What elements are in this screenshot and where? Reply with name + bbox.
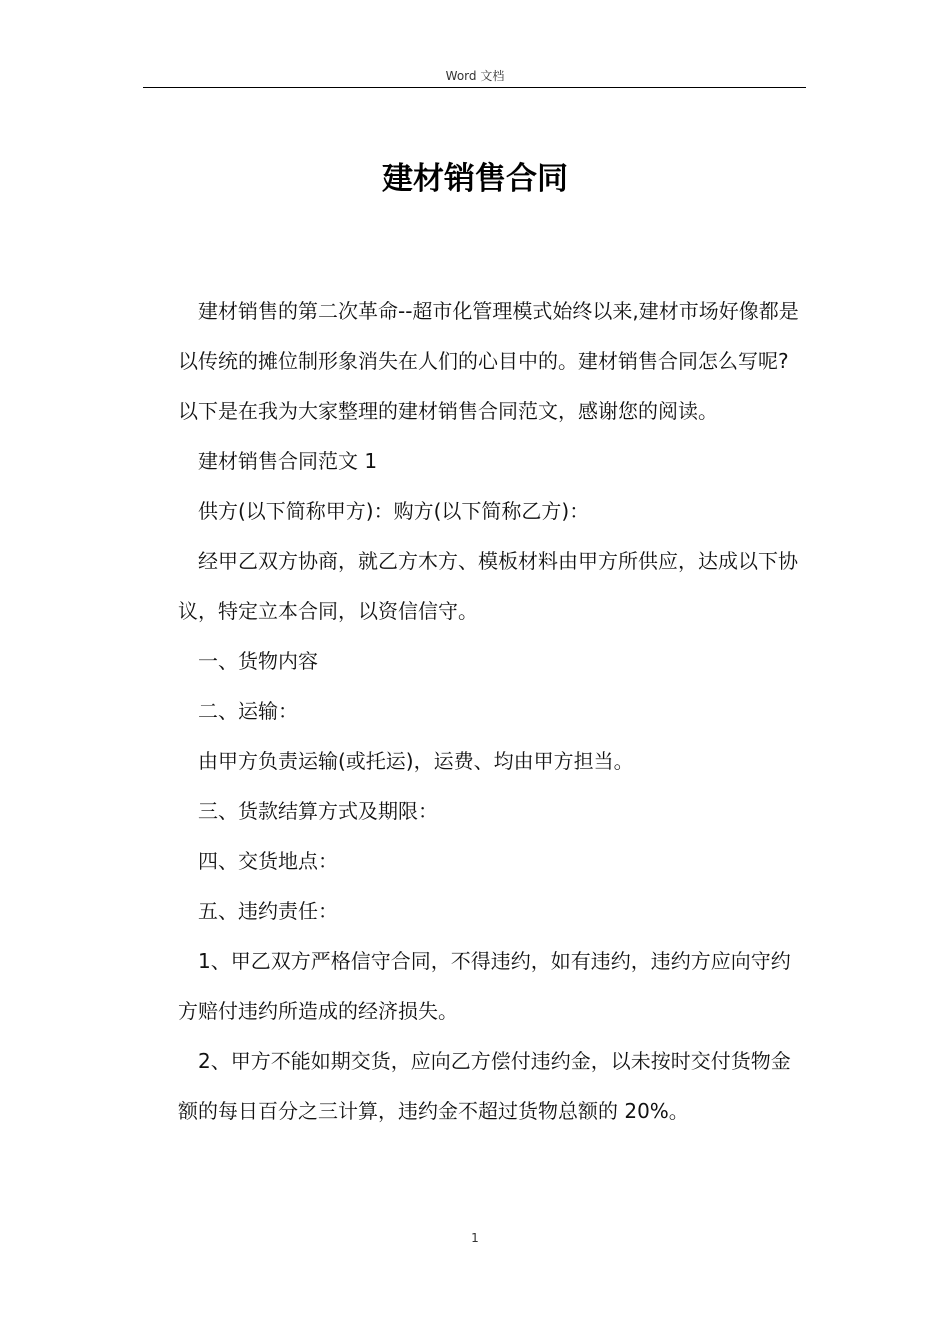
document-title: 建材销售合同 — [382, 161, 568, 197]
paragraph-agreement: 经甲乙双方协商，就乙方木方、模板材料由甲方所供应，达成以下协议，特定立本合同，以资信信守。 — [178, 549, 798, 623]
section-transport: 二、运输： — [198, 699, 298, 723]
paragraph-sample-heading: 建材销售合同范文 1 — [198, 449, 378, 473]
header-divider — [143, 87, 806, 88]
clause-2: 2、甲方不能如期交货，应向乙方偿付违约金，以未按时交付货物金额的每日百分之三计算，违约金不超过货物总额的 20%。 — [178, 1049, 791, 1123]
section-delivery-location: 四、交货地点： — [198, 849, 338, 873]
page-number: 1 — [471, 1231, 479, 1245]
paragraph-parties: 供方(以下简称甲方)：购方(以下简称乙方)： — [198, 499, 590, 523]
paragraph-transport-detail: 由甲方负责运输(或托运)，运费、均由甲方担当。 — [198, 749, 634, 773]
paragraph-intro: 建材销售的第二次革命--超市化管理模式始终以来,建材市场好像都是以传统的摊位制形象消失在人们的心目中的。建材销售合同怎么写呢?以下是在我为大家整理的建材销售合同范文，感谢您的阅读。 — [178, 299, 799, 423]
section-payment: 三、货款结算方式及期限： — [198, 799, 438, 823]
section-liability: 五、违约责任： — [198, 899, 338, 923]
page-header-label: Word 文档 — [445, 69, 505, 83]
section-goods-content: 一、货物内容 — [198, 649, 318, 673]
document-body — [178, 286, 804, 1136]
clause-1: 1、甲乙双方严格信守合同，不得违约，如有违约，违约方应向守约方赔付违约所造成的经济损失。 — [178, 949, 791, 1023]
